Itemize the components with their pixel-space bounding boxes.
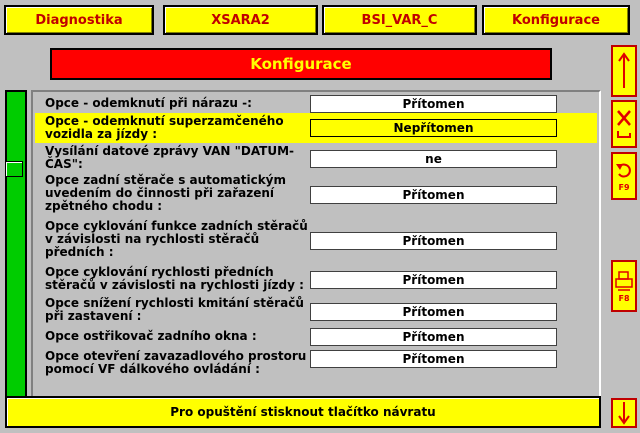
row-label: Opce - odemknutí superzamčeného vozidla za jízdy : <box>45 114 284 141</box>
print-button[interactable] <box>611 260 637 312</box>
row-label: Vysílání datové zprávy VAN "DATUM-ČAS": <box>45 144 295 171</box>
list-item[interactable] <box>35 266 597 296</box>
scrollbar-track[interactable] <box>5 90 27 413</box>
scroll-up-button[interactable] <box>611 45 637 97</box>
exit-hint-bar: Pro opuštění stisknout tlačítko návratu <box>5 396 601 428</box>
arrow-up-icon <box>617 51 631 91</box>
tab-xsara2[interactable]: XSARA2 <box>163 5 318 35</box>
list-item[interactable] <box>35 297 597 327</box>
scroll-down-button[interactable] <box>611 398 637 428</box>
row-label: Opce otevření zavazadlového prostoru pomocí VF dálkového ovládání : <box>45 349 307 376</box>
cancel-icon <box>614 107 634 141</box>
arrow-down-icon <box>617 400 631 426</box>
row-value[interactable]: Přítomen <box>310 271 557 289</box>
list-item[interactable] <box>35 327 597 349</box>
config-list <box>31 90 601 413</box>
page-title: Konfigurace <box>50 48 552 80</box>
row-value[interactable]: Přítomen <box>310 186 557 204</box>
row-value[interactable]: Přítomen <box>310 303 557 321</box>
list-item[interactable] <box>35 174 597 216</box>
list-item-selected[interactable] <box>35 113 597 143</box>
back-key-label: F9 <box>618 182 630 192</box>
row-value[interactable]: ne <box>310 150 557 168</box>
list-item[interactable] <box>35 94 597 114</box>
row-label: Opce - odemknutí při nárazu -: <box>45 96 252 110</box>
cancel-button[interactable] <box>611 100 637 148</box>
tab-bsi-var-c[interactable]: BSI_VAR_C <box>322 5 477 35</box>
tab-konfigurace[interactable]: Konfigurace <box>482 5 630 35</box>
row-value[interactable]: Přítomen <box>310 350 557 368</box>
row-label: Opce cyklování rychlosti předních stěračů v závislosti na rychlosti jízdy : <box>45 265 304 292</box>
list-item[interactable] <box>35 350 597 380</box>
row-label: Opce snížení rychlosti kmitání stěračů při zastavení : <box>45 296 304 323</box>
row-value[interactable]: Přítomen <box>310 328 557 346</box>
printer-icon <box>614 270 634 294</box>
row-label: Opce zadní stěrače s automatickým uvedením do činnosti při zařazení zpětného chodu : <box>45 173 287 213</box>
back-button[interactable] <box>611 152 637 200</box>
row-value[interactable]: Přítomen <box>310 232 557 250</box>
row-value[interactable]: Přítomen <box>310 95 557 113</box>
row-label: Opce ostřikovač zadního okna : <box>45 329 257 343</box>
list-item[interactable] <box>35 220 597 262</box>
tab-diagnostika[interactable]: Diagnostika <box>4 5 154 35</box>
return-icon <box>615 161 633 183</box>
list-item[interactable] <box>35 144 597 174</box>
print-key-label: F8 <box>618 293 630 303</box>
scrollbar-thumb[interactable] <box>5 161 23 177</box>
row-value[interactable]: Nepřítomen <box>310 119 557 137</box>
row-label: Opce cyklování funkce zadních stěračů v závislosti na rychlosti stěračů předních : <box>45 219 308 259</box>
